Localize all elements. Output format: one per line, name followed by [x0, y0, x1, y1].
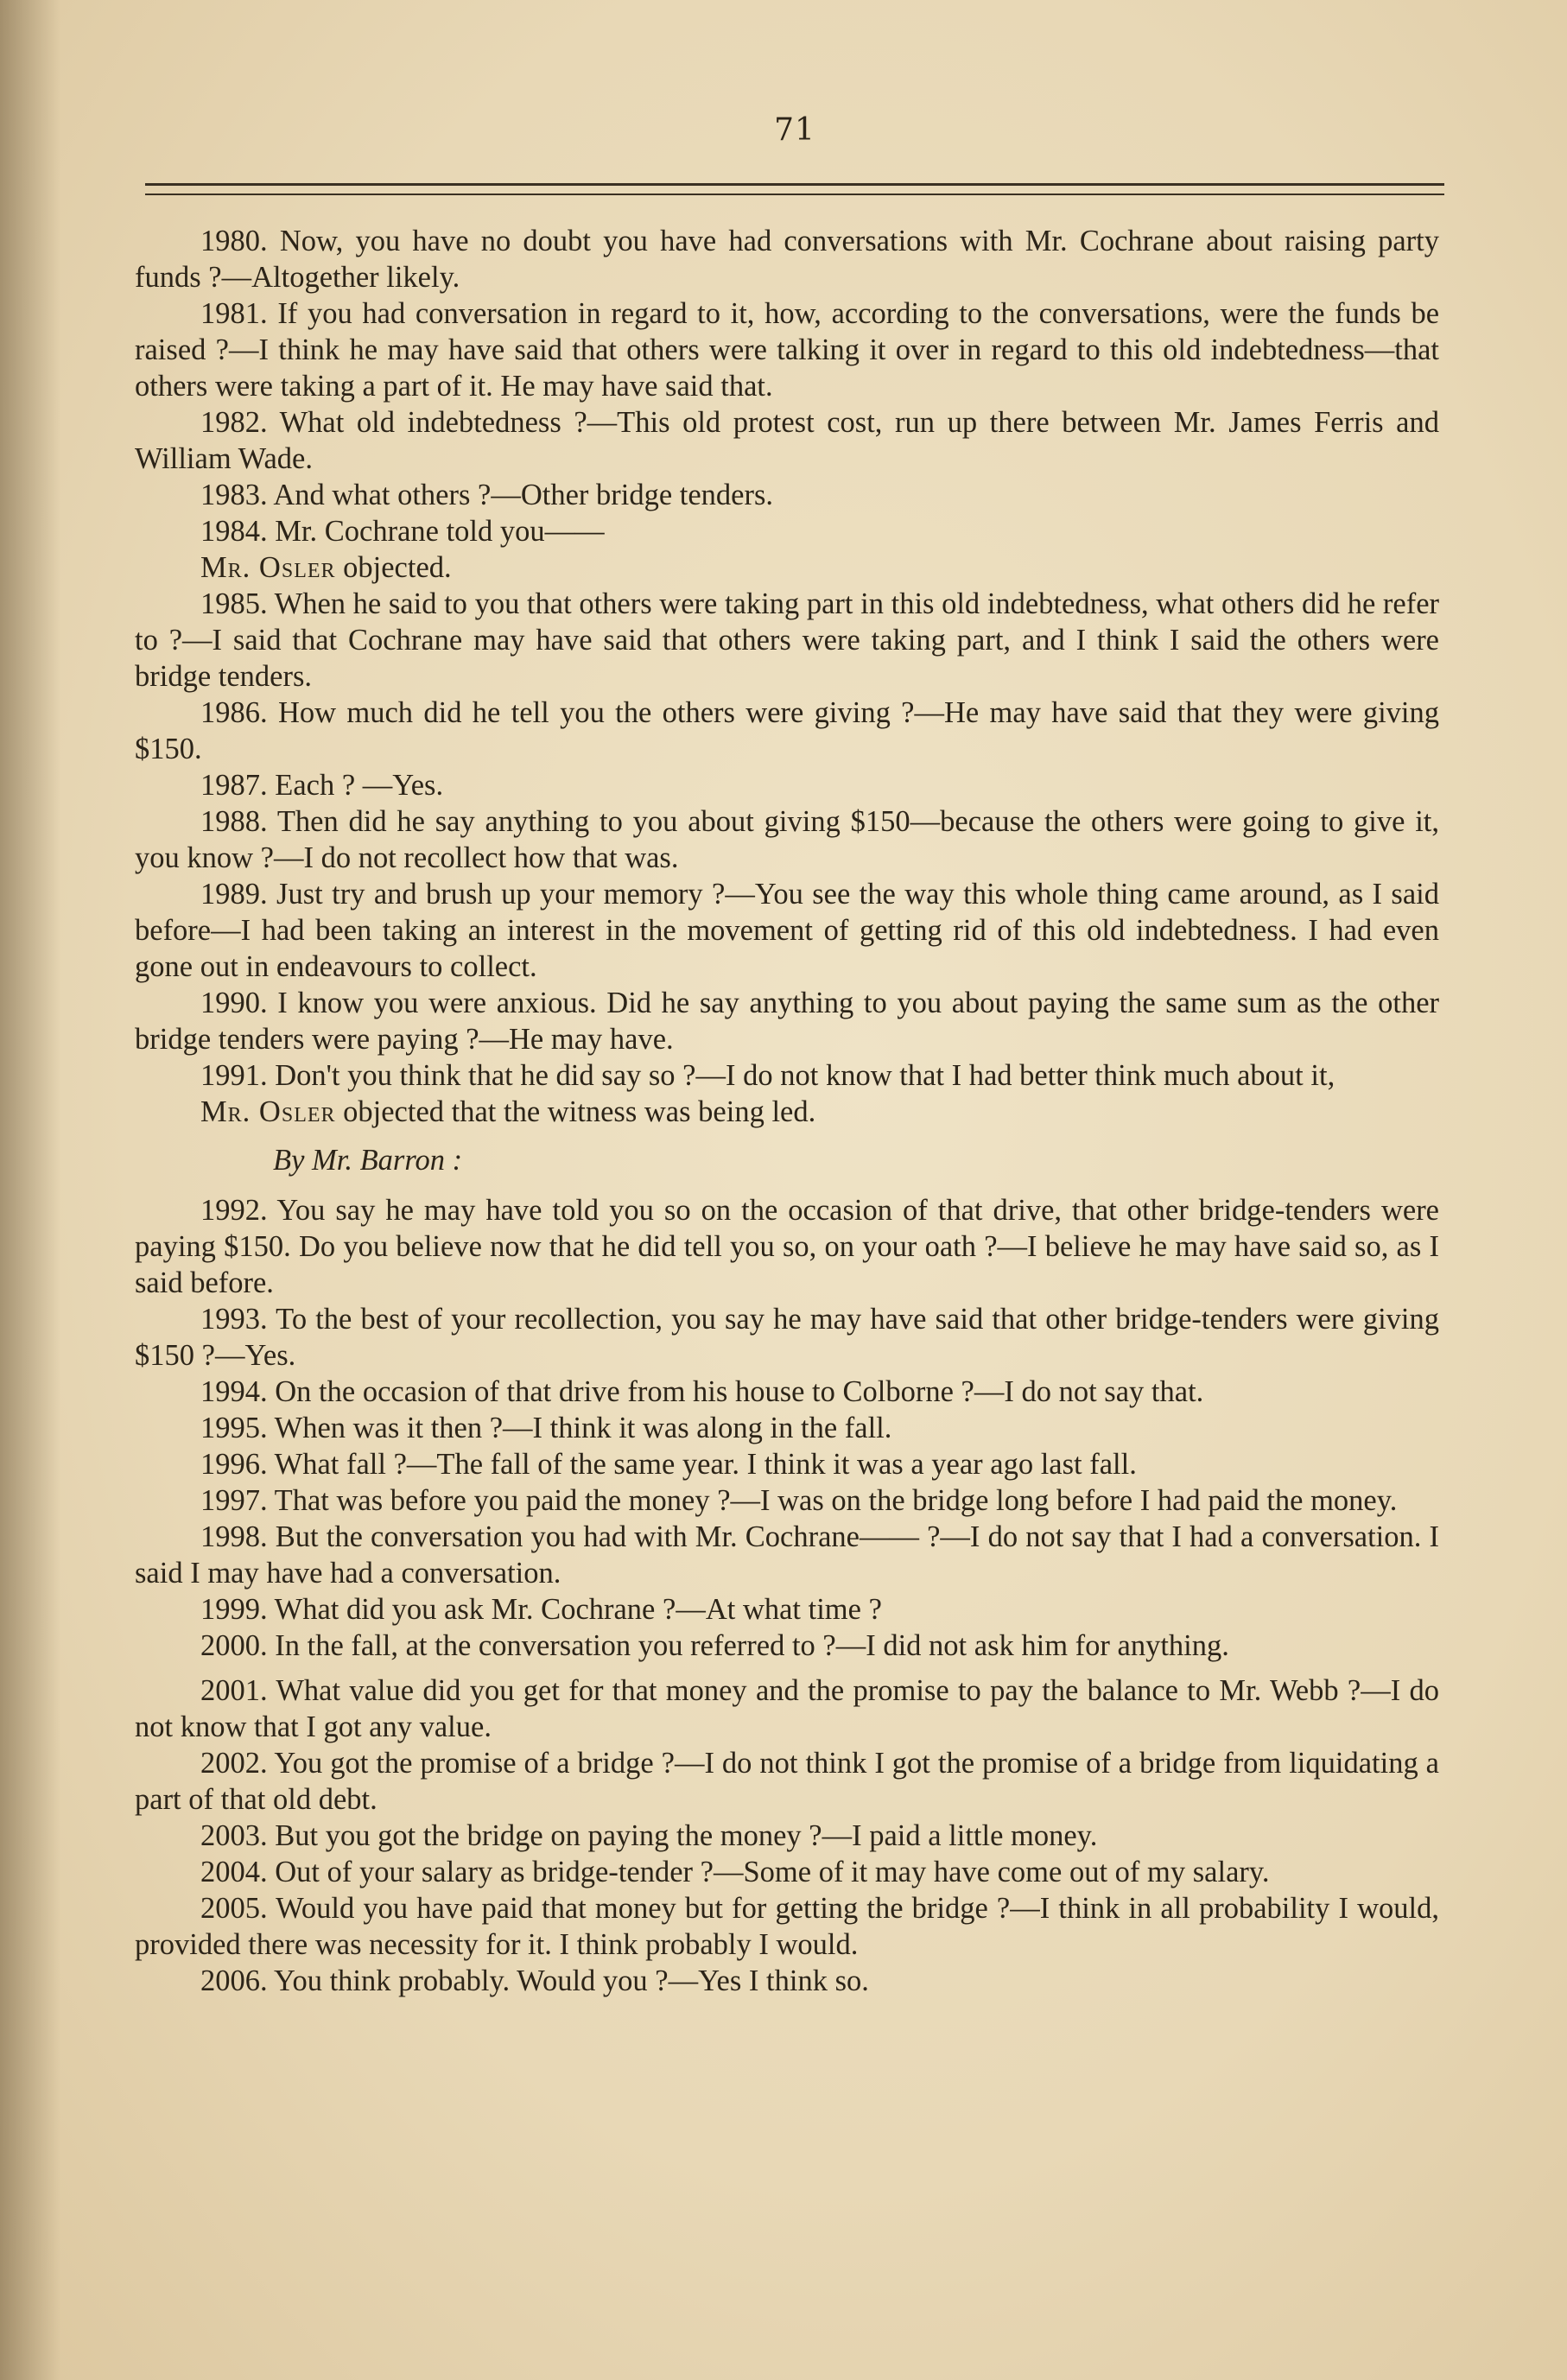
paragraph-text: On the occasion of that drive from his house to Colborne ?—I do not say that.	[275, 1375, 1204, 1408]
question-number: 1998.	[200, 1520, 268, 1553]
objection-paragraph	[135, 549, 1439, 586]
question-number: 1982.	[200, 406, 268, 439]
question-paragraph	[135, 1818, 1439, 1854]
paragraph-text: Don't you think that he did say so ?—I do not know that I had better think much about it,	[275, 1059, 1335, 1092]
paragraph-text: I know you were anxious. Did he say anything to you about paying the same sum as the other bridge tenders were paying ?—He may have.	[135, 987, 1440, 1056]
question-paragraph	[135, 1446, 1439, 1482]
question-paragraph	[135, 1192, 1439, 1301]
paragraph-text: If you had conversation in regard to it, how, according to the conversations, were the funds be raised ?—I think he may have said that others were talking it over in regard to this old indebtedness—that others were taking a part of it. He may have said that.	[135, 297, 1440, 403]
question-number: 2005.	[200, 1892, 268, 1925]
question-number: 1984.	[200, 515, 268, 548]
paragraph-text: Out of your salary as bridge-tender ?—Some of it may have come out of my salary.	[275, 1856, 1270, 1888]
paragraph-text: objected.	[343, 551, 452, 584]
paragraph-text: When he said to you that others were taking part in this old indebtedness, what others did he refer to ?—I said that Cochrane may have said that others were taking part, and I think I said the others were bridge tenders.	[135, 587, 1439, 693]
question-number: 1987.	[200, 769, 268, 802]
question-number: 1988.	[200, 805, 268, 838]
question-paragraph	[135, 1963, 1439, 1999]
question-paragraph	[135, 1519, 1439, 1591]
paragraph-text: But you got the bridge on paying the money ?—I paid a little money.	[275, 1819, 1098, 1852]
question-paragraph	[135, 513, 1439, 549]
header-rule	[145, 183, 1444, 186]
paragraph-text: But the conversation you had with Mr. Cochrane—— ?—I do not say that I had a conversation. I said I may have had a conversation.	[135, 1520, 1439, 1590]
paragraph-text: To the best of your recollection, you say he may have said that other bridge-tenders were giving $150 ?—Yes.	[135, 1303, 1439, 1372]
paragraph-text: And what others ?—Other bridge tenders.	[273, 479, 774, 511]
question-paragraph	[135, 1482, 1439, 1519]
question-paragraph	[135, 477, 1439, 513]
speaker-name: Mr. Osler	[200, 1095, 336, 1128]
question-paragraph	[135, 1410, 1439, 1446]
paragraph-text: Would you have paid that money but for getting the bridge ?—I think in all probability I would, provided there was necessity for it. I think probably I would.	[135, 1892, 1439, 1961]
paragraph-text: How much did he tell you the others were giving ?—He may have said that they were giving $150.	[135, 696, 1440, 765]
question-number: 2001.	[200, 1674, 268, 1707]
question-number: 1994.	[200, 1375, 268, 1408]
paragraph-text: What fall ?—The fall of the same year. I think it was a year ago last fall.	[274, 1448, 1137, 1481]
question-paragraph	[135, 223, 1439, 295]
question-number: 1980.	[200, 225, 268, 257]
question-number: 2002.	[200, 1747, 268, 1780]
paragraph-text: Just try and brush up your memory ?—You see the way this whole thing came around, as I said before—I had been taking an interest in the movement of getting rid of this old indebtedness. I had even gone out in endeavours to collect.	[135, 878, 1440, 983]
question-number: 1991.	[200, 1059, 268, 1092]
question-paragraph	[135, 1301, 1439, 1374]
question-number: 1983.	[200, 479, 268, 511]
paragraph-text: Each ? —Yes.	[275, 769, 444, 802]
question-number: 1989.	[200, 878, 268, 911]
question-paragraph	[135, 803, 1439, 876]
paragraph-text: You say he may have told you so on the occasion of that drive, that other bridge-tenders were paying $150. Do you believe now that he did tell you so, on your oath ?—I believe he may have said so, as I said before.	[135, 1194, 1439, 1299]
examiner-byline: By Mr. Barron :	[273, 1144, 463, 1177]
question-number: 2000.	[200, 1629, 268, 1662]
question-number: 1992.	[200, 1194, 268, 1227]
paragraph-text: Mr. Cochrane told you——	[275, 515, 605, 548]
question-paragraph	[135, 1057, 1439, 1094]
paragraph-text: That was before you paid the money ?—I was on the bridge long before I had paid the money.	[274, 1484, 1398, 1517]
paragraph-text: You think probably. Would you ?—Yes I think so.	[273, 1964, 869, 1997]
question-paragraph	[135, 695, 1439, 767]
testimony-text	[135, 223, 1439, 1999]
paragraph-text: What old indebtedness ?—This old protest cost, run up there between Mr. James Ferris and William Wade.	[135, 406, 1439, 475]
question-number: 1986.	[200, 696, 268, 729]
paragraph-text: When was it then ?—I think it was along in the fall.	[274, 1412, 892, 1444]
question-paragraph	[135, 1672, 1439, 1745]
question-number: 1997.	[200, 1484, 268, 1517]
question-paragraph	[135, 1374, 1439, 1410]
binding-shadow	[0, 0, 60, 2380]
question-paragraph	[135, 985, 1439, 1057]
question-number: 1985.	[200, 587, 268, 620]
question-paragraph	[135, 295, 1439, 404]
paragraph-text: objected that the witness was being led.	[343, 1095, 816, 1128]
question-paragraph	[135, 404, 1439, 477]
question-number: 2006.	[200, 1964, 268, 1997]
question-number: 1993.	[200, 1303, 268, 1336]
speaker-name: Mr. Osler	[200, 551, 336, 584]
question-paragraph	[135, 1628, 1439, 1664]
paragraph-text: Then did he say anything to you about giving $150—because the others were going to give it, you know ?—I do not recollect how that was.	[135, 805, 1439, 874]
question-number: 2003.	[200, 1819, 268, 1852]
paragraph-text: In the fall, at the conversation you referred to ?—I did not ask him for anything.	[275, 1629, 1229, 1662]
question-paragraph	[135, 1591, 1439, 1628]
question-paragraph	[135, 1745, 1439, 1818]
objection-paragraph	[135, 1094, 1439, 1130]
question-number: 1990.	[200, 987, 268, 1019]
question-paragraph	[135, 1890, 1439, 1963]
header-rule	[145, 194, 1444, 195]
paragraph-text: What did you ask Mr. Cochrane ?—At what time ?	[274, 1593, 882, 1626]
question-paragraph	[135, 767, 1439, 803]
question-paragraph	[135, 586, 1439, 695]
paragraph-text: Now, you have no doubt you have had conversations with Mr. Cochrane about raising party funds ?—Altogether likely.	[135, 225, 1440, 294]
question-number: 1981.	[200, 297, 268, 330]
question-paragraph	[135, 1854, 1439, 1890]
question-number: 1995.	[200, 1412, 268, 1444]
question-paragraph	[135, 876, 1439, 985]
paragraph-text: What value did you get for that money and the promise to pay the balance to Mr. Webb ?—I do not know that I got any value.	[135, 1674, 1439, 1743]
question-number: 1996.	[200, 1448, 268, 1481]
question-number: 2004.	[200, 1856, 268, 1888]
page-number: 71	[774, 112, 815, 148]
question-number: 1999.	[200, 1593, 268, 1626]
paragraph-text: You got the promise of a bridge ?—I do not think I got the promise of a bridge from liquidating a part of that old debt.	[135, 1747, 1439, 1816]
